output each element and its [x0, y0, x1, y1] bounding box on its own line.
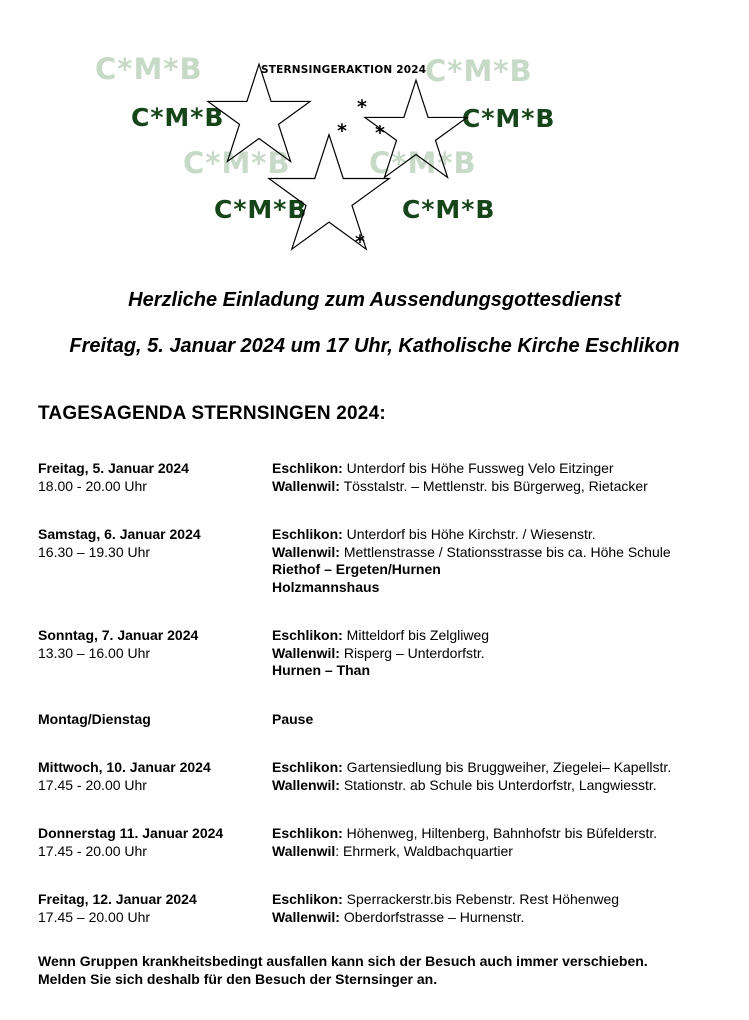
agenda-row [38, 891, 728, 926]
agenda-details-cell [272, 460, 728, 495]
agenda-heading: TAGESAGENDA STERNSINGEN 2024: [38, 403, 386, 424]
cmb-text-light-top-left: C*M*B [95, 52, 203, 86]
detail-label: Wallenwil: [272, 543, 340, 560]
agenda-detail-line [272, 843, 728, 861]
asterisk-star-icon: * [357, 96, 367, 118]
cmb-text-dark-bottom-right: C*M*B [402, 195, 496, 224]
detail-label: Eschlikon: [272, 460, 343, 476]
detail-label: Eschlikon: [272, 825, 343, 841]
agenda-details-cell [272, 759, 728, 794]
footer-note [38, 953, 728, 988]
detail-label: Wallenwil: [272, 644, 340, 661]
agenda-date-cell [38, 891, 272, 926]
cmb-text-light-mid-right: C*M*B [369, 146, 477, 180]
agenda-date: Mittwoch, 10. Januar 2024 [38, 759, 211, 775]
agenda-details-cell [272, 891, 728, 926]
detail-label: Riethof – Ergeten/Hurnen [272, 561, 441, 577]
detail-text: Oberdorfstrasse – Hurnenstr. [339, 908, 525, 925]
asterisk-star-icon: * [337, 120, 347, 142]
detail-label: Wallenwil [272, 842, 336, 859]
detail-text: Mettlenstrasse / Stationsstrasse bis ca. Höhe Schule [339, 543, 671, 560]
header-artwork [0, 0, 749, 270]
agenda-date: Sonntag, 7. Januar 2024 [38, 627, 199, 643]
cmb-text-dark-bottom-left: C*M*B [214, 195, 308, 224]
agenda-time: 17.45 - 20.00 Uhr [38, 842, 147, 859]
agenda-row [38, 460, 728, 495]
agenda-detail-line [272, 544, 728, 562]
footer-line-2: Melden Sie sich deshalb für den Besuch der Sternsinger an. [38, 970, 438, 987]
detail-label: Wallenwil: [272, 776, 340, 793]
agenda-detail-line [272, 645, 728, 663]
agenda-detail-line [272, 909, 728, 927]
detail-label: Eschlikon: [272, 526, 343, 542]
agenda-detail-line [272, 891, 728, 909]
agenda-detail-line [272, 627, 728, 645]
agenda-detail-line [272, 526, 728, 544]
detail-label: Hurnen – Than [272, 662, 371, 678]
agenda-row [38, 759, 728, 794]
cmb-text-dark-left: C*M*B [131, 103, 225, 132]
asterisk-star-icon: * [375, 122, 385, 144]
agenda-time: 17.45 – 20.00 Uhr [38, 908, 151, 925]
agenda-details-cell [272, 526, 728, 596]
agenda-row [38, 526, 728, 596]
agenda-time: 17.45 - 20.00 Uhr [38, 776, 147, 793]
agenda-detail-line [272, 460, 728, 478]
detail-text: : Ehrmerk, Waldbachquartier [335, 842, 513, 859]
detail-text: Sperrackerstr.bis Rebenstr. Rest Höhenweg [342, 891, 620, 907]
detail-label: Pause [272, 710, 314, 727]
agenda-detail-line [272, 825, 728, 843]
detail-text: Unterdorf bis Höhe Fussweg Velo Eitzinger [342, 460, 614, 476]
agenda-detail-line [272, 759, 728, 777]
agenda-detail-line [272, 777, 728, 795]
agenda-details-cell [272, 711, 728, 729]
detail-text: Unterdorf bis Höhe Kirchstr. / Wiesenstr. [342, 526, 596, 542]
agenda-detail-line [272, 561, 728, 579]
agenda-detail-line [272, 662, 728, 680]
agenda-detail-line [272, 711, 728, 729]
agenda-date-cell [38, 759, 272, 794]
agenda-date: Samstag, 6. Januar 2024 [38, 526, 201, 542]
banner-title: STERNSINGERAKTION 2024 [261, 64, 427, 76]
agenda-row [38, 711, 728, 729]
detail-text: Stationstr. ab Schule bis Unterdorfstr, Langwiesstr. [339, 776, 657, 793]
agenda-date: Donnerstag 11. Januar 2024 [38, 825, 224, 841]
detail-text: Höhenweg, Hiltenberg, Bahnhofstr bis Büfelderstr. [342, 825, 658, 841]
agenda-detail-line [272, 579, 728, 597]
agenda-date-cell [38, 460, 272, 495]
agenda-date: Freitag, 12. Januar 2024 [38, 891, 197, 907]
detail-label: Holzmannshaus [272, 578, 380, 595]
footer-line-1: Wenn Gruppen krankheitsbedingt ausfallen kann sich der Besuch auch immer verschieben. [38, 953, 648, 969]
agenda-date-cell [38, 825, 272, 860]
detail-label: Eschlikon: [272, 891, 343, 907]
agenda-row [38, 627, 728, 680]
detail-text: Tösstalstr. – Mettlenstr. bis Bürgerweg, Rietacker [339, 477, 648, 494]
agenda-rows [38, 460, 728, 926]
agenda-details-cell [272, 627, 728, 680]
agenda-date: Montag/Dienstag [38, 710, 151, 727]
cmb-text-light-mid-left: C*M*B [183, 146, 291, 180]
invitation-line-2: Freitag, 5. Januar 2024 um 17 Uhr, Katholische Kirche Eschlikon [69, 335, 680, 357]
agenda-details-cell [272, 825, 728, 860]
detail-label: Wallenwil: [272, 908, 340, 925]
agenda-detail-line [272, 478, 728, 496]
detail-text: Risperg – Unterdorfstr. [339, 644, 485, 661]
agenda-time: 13.30 – 16.00 Uhr [38, 644, 151, 661]
detail-text: Mitteldorf bis Zelgliweg [342, 627, 490, 643]
cmb-text-dark-right: C*M*B [462, 104, 556, 133]
asterisk-star-icon: * [355, 231, 365, 253]
agenda-date: Freitag, 5. Januar 2024 [38, 460, 189, 476]
detail-label: Eschlikon: [272, 627, 343, 643]
invitation-line-1: Herzliche Einladung zum Aussendungsgottesdienst [128, 289, 621, 311]
detail-label: Wallenwil: [272, 477, 340, 494]
agenda-date-cell [38, 627, 272, 680]
agenda-date-cell [38, 526, 272, 596]
agenda-date-cell [38, 711, 272, 729]
detail-label: Eschlikon: [272, 759, 343, 775]
agenda-time: 16.30 – 19.30 Uhr [38, 543, 151, 560]
star-icon [263, 132, 395, 264]
cmb-text-light-top-right: C*M*B [425, 54, 533, 88]
agenda-time: 18.00 - 20.00 Uhr [38, 477, 147, 494]
detail-text: Gartensiedlung bis Bruggweiher, Ziegelei– Kapellstr. [342, 759, 672, 775]
agenda-row [38, 825, 728, 860]
